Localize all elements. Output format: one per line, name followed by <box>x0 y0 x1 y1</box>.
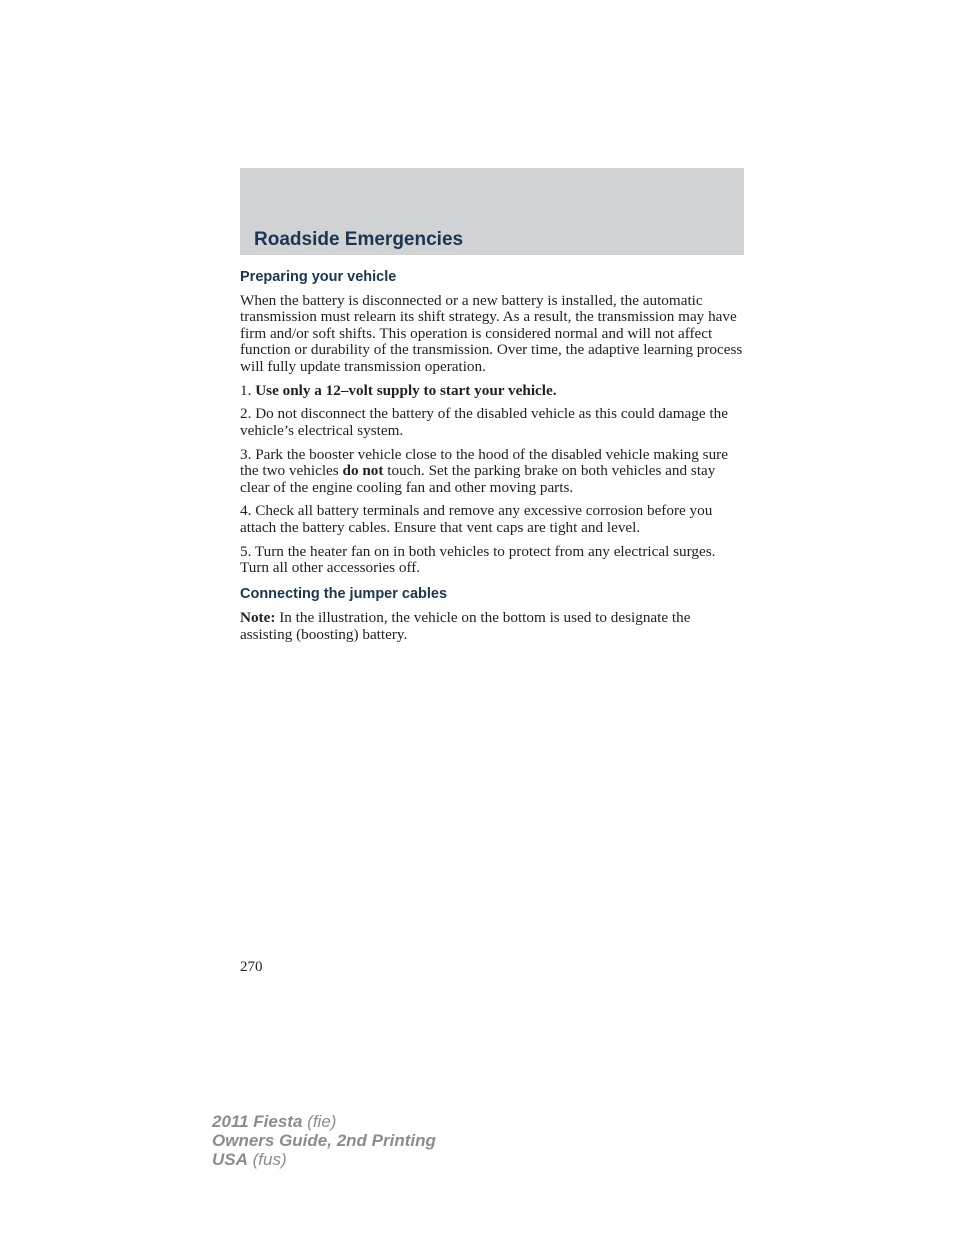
step-5: 5. Turn the heater fan on in both vehicles to protect from any electrical surges. Turn all other accessories off. <box>240 542 716 577</box>
step-1 <box>240 383 744 399</box>
section-header-bar <box>240 168 744 255</box>
footer-line-1 <box>212 1112 436 1131</box>
document-footer <box>212 1112 436 1169</box>
step-2: 2. Do not disconnect the battery of the disabled vehicle as this could damage the vehicle’s electrical system. <box>240 405 728 439</box>
step-1-number: 1. <box>240 381 252 399</box>
footer-market-code: (fus) <box>252 1150 287 1169</box>
step-1-bold-text: Use only a 12–volt supply to start your vehicle. <box>255 381 557 399</box>
note-text: In the illustration, the vehicle on the bottom is used to designate the assisting (boosting) battery. <box>240 609 691 643</box>
step-4: 4. Check all battery terminals and remove any excessive corrosion before you attach the battery cables. Ensure that vent caps are tight and level. <box>240 502 713 536</box>
footer-model-code: (fie) <box>307 1112 337 1131</box>
footer-market: USA <box>212 1150 248 1169</box>
note-paragraph <box>240 610 744 643</box>
page-number: 270 <box>240 959 263 975</box>
intro-paragraph: When the battery is disconnected or a new battery is installed, the automatic transmission must relearn its shift strategy. As a result, the transmission may have firm and/or soft shifts. This operation is considered normal and will not affect function or durability of the transmission. Over time, the adaptive learning process will fully update transmission operation. <box>240 292 743 375</box>
step-3-text-end: touch. Set the parking brake on both vehicles and stay clear of the engine cooling fan and other moving parts. <box>240 462 716 496</box>
page-content <box>240 267 744 650</box>
footer-model: 2011 Fiesta <box>212 1112 303 1131</box>
step-3 <box>240 447 744 496</box>
step-3-emphasis: do not <box>342 462 384 480</box>
footer-line-2: Owners Guide, 2nd Printing <box>212 1131 436 1150</box>
subheading-preparing-vehicle: Preparing your vehicle <box>240 269 397 285</box>
subheading-connecting-cables: Connecting the jumper cables <box>240 586 448 603</box>
footer-line-3 <box>212 1150 436 1169</box>
section-title: Roadside Emergencies <box>254 229 464 250</box>
step-3-text-start: 3. Park the booster vehicle close to the hood of the disabled vehicle making sure the two vehicles <box>240 445 728 480</box>
note-label: Note: <box>240 609 276 627</box>
